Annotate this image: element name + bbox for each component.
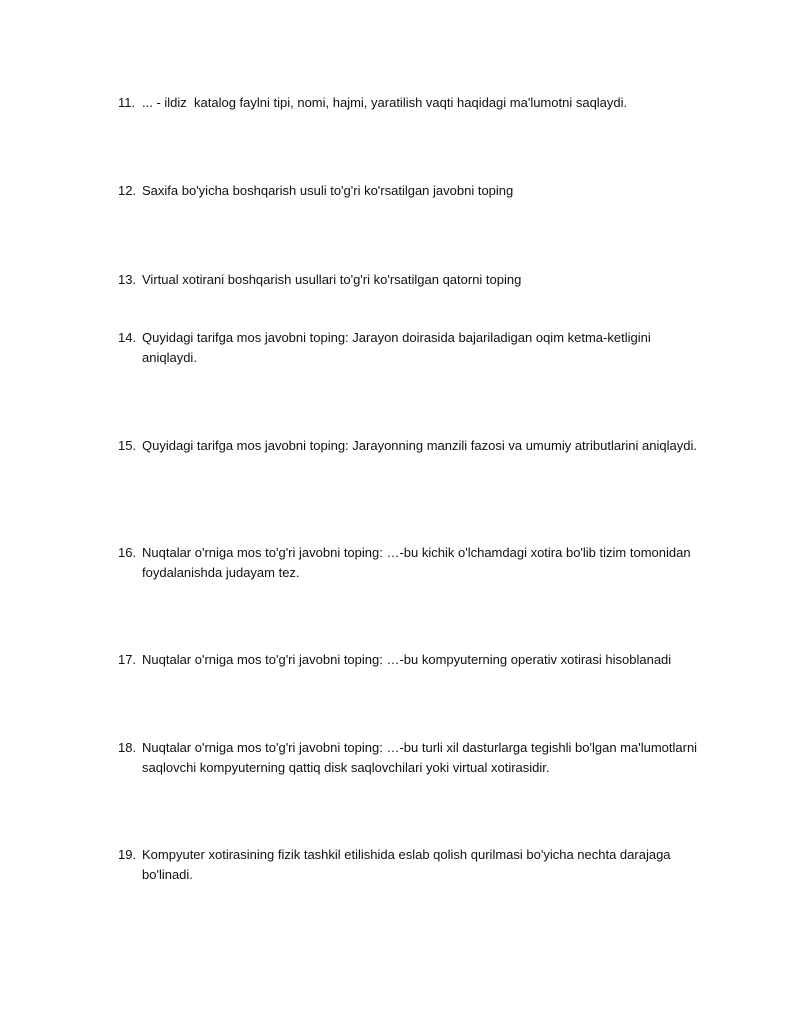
question-number: 12. bbox=[118, 183, 137, 198]
question-text: Nuqtalar o'rniga mos to'g'ri javobni toping: …-bu kompyuterning operativ xotirasi hisoblanadi bbox=[142, 652, 672, 667]
question-item bbox=[118, 93, 708, 113]
question-item bbox=[118, 650, 708, 670]
question-item bbox=[118, 543, 708, 583]
question-item bbox=[118, 181, 708, 201]
question-text: Nuqtalar o'rniga mos to'g'ri javobni toping: …-bu turli xil dasturlarga tegishli bo'lgan ma'lumotlarni saqlovchi kompyuterning qattiq disk saqlovchilari yoki virtual xotirasidir. bbox=[142, 740, 701, 775]
question-number: 15. bbox=[118, 438, 137, 453]
question-text: Nuqtalar o'rniga mos to'g'ri javobni toping: …-bu kichik o'lchamdagi xotira bo'lib tizim tomonidan foydalanishda judayam tez. bbox=[142, 545, 695, 580]
question-number: 19. bbox=[118, 847, 137, 862]
question-number: 11. bbox=[118, 95, 136, 110]
question-text: ... - ildiz katalog faylni tipi, nomi, hajmi, yaratilish vaqti haqidagi ma'lumotni saqlaydi. bbox=[142, 95, 628, 110]
question-text: Saxifa bo'yicha boshqarish usuli to'g'ri ko'rsatilgan javobni toping bbox=[142, 183, 514, 198]
question-text: Virtual xotirani boshqarish usullari to'g'ri ko'rsatilgan qatorni toping bbox=[142, 272, 522, 287]
question-item bbox=[118, 738, 708, 778]
question-item bbox=[118, 328, 708, 368]
question-number: 18. bbox=[118, 740, 137, 755]
question-text: Quyidagi tarifga mos javobni toping: Jarayon doirasida bajariladigan oqim ketma-ketligini aniqlaydi. bbox=[142, 330, 655, 365]
question-number: 17. bbox=[118, 652, 137, 667]
question-number: 14. bbox=[118, 330, 137, 345]
question-number: 13. bbox=[118, 272, 137, 287]
question-item bbox=[118, 270, 708, 290]
question-item bbox=[118, 436, 708, 456]
question-number: 16. bbox=[118, 545, 137, 560]
question-item bbox=[118, 845, 708, 885]
question-text: Kompyuter xotirasining fizik tashkil etilishida eslab qolish qurilmasi bo'yicha nechta darajaga bo'linadi. bbox=[142, 847, 675, 882]
question-text: Quyidagi tarifga mos javobni toping: Jarayonning manzili fazosi va umumiy atributlarini aniqlaydi. bbox=[142, 438, 697, 453]
